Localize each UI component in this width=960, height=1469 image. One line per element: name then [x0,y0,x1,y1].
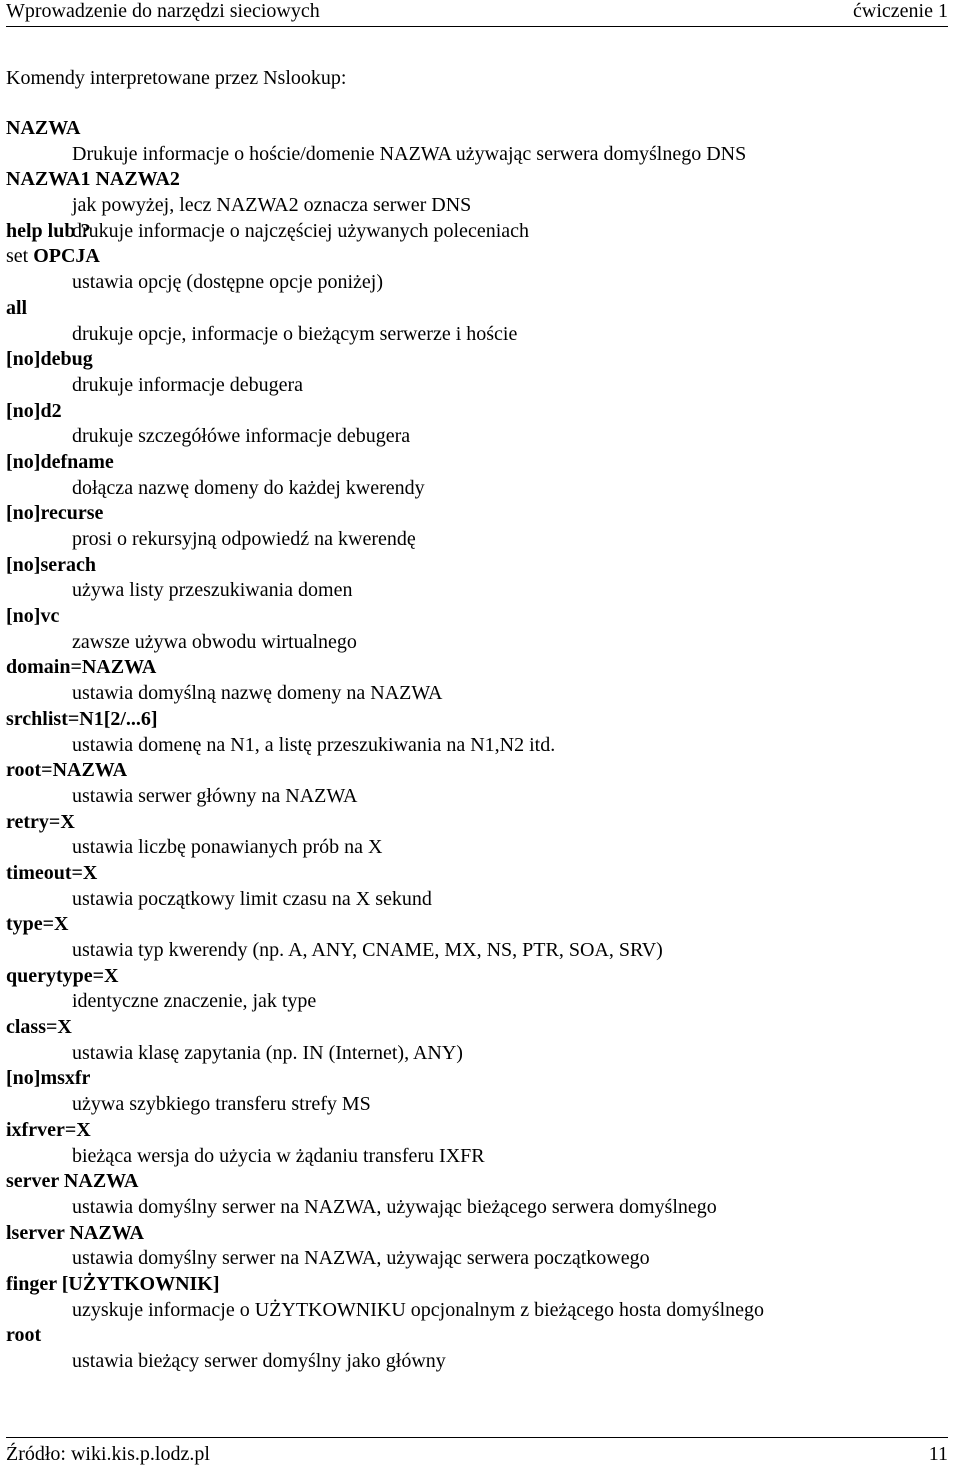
command-name-part: timeout=X [6,861,98,884]
command-description: drukuje szczegółówe informacje debugera [72,425,411,448]
command-name [6,219,946,245]
page-footer [6,1437,948,1468]
command-description: drukuje opcje, informacje o bieżącym serwerze i hoście [72,322,518,345]
command-name [6,1169,946,1195]
command-name-part: [no]defname [6,450,114,473]
command-name-part: class=X [6,1016,72,1039]
command-name [6,1015,946,1041]
page-number: 11 [928,1443,948,1465]
command-name [6,347,946,373]
command-name-part: ixfrver=X [6,1118,91,1141]
command-description: ustawia domyślny serwer na NAZWA, używając serwera początkowego [72,1247,650,1270]
command-description: dołącza nazwę domeny do każdej kwerendy [72,476,425,499]
document-title: Wprowadzenie do narzędzi sieciowych [6,0,320,22]
command-name-part: help lub ? [6,219,91,242]
command-description: ustawia domyślny serwer na NAZWA, używając bieżącego serwera domyślnego [72,1195,717,1218]
command-name [6,964,946,990]
exercise-label: ćwiczenie 1 [853,0,948,22]
command-name-part: all [6,296,28,319]
command-description: ustawia typ kwerendy (np. A, ANY, CNAME, MX, NS, PTR, SOA, SRV) [72,939,663,961]
command-list [6,116,946,1375]
command-name-part: root [6,1324,42,1347]
intro-text: Komendy interpretowane przez Nslookup: [6,67,347,89]
command-name-part: NAZWA1 NAZWA2 [6,168,180,191]
command-name [6,553,946,579]
command-name-part: OPCJA [33,245,100,268]
command-name-part: [no]vc [6,605,60,628]
command-description: drukuje informacje o najczęściej używanych poleceniach [72,219,530,242]
command-name-part: lserver NAZWA [6,1221,144,1244]
command-description: ustawia serwer główny na NAZWA [72,784,358,807]
command-name-part: domain=NAZWA [6,656,157,679]
command-name [6,450,946,476]
command-name [6,604,946,630]
command-description: ustawia klasę zapytania (np. IN (Internet), ANY) [72,1041,463,1064]
command-description: ustawia domyślną nazwę domeny na NAZWA [72,682,443,705]
command-description: używa szybkiego transferu strefy MS [72,1093,371,1116]
command-name [6,1066,946,1092]
command-description: ustawia domenę na N1, a listę przeszukiwania na N1,N2 itd. [72,733,556,756]
command-description: ustawia liczbę ponawianych prób na X [72,836,383,859]
command-name-part: NAZWA [6,117,81,139]
page-header [6,0,948,27]
command-description: ustawia bieżący serwer domyślny jako główny [72,1350,446,1372]
command-name [6,501,946,527]
command-name-part: [no]serach [6,553,96,576]
command-description: zawsze używa obwodu wirtualnego [72,630,357,653]
command-name-part: [no]debug [6,348,93,371]
command-name [6,116,946,142]
command-name [6,244,946,270]
command-name [6,296,946,322]
command-name [6,1221,946,1247]
command-name [6,758,946,784]
command-description: ustawia opcję (dostępne opcje poniżej) [72,271,383,294]
command-name [6,810,946,836]
command-name [6,1118,946,1144]
command-description: jak powyżej, lecz NAZWA2 oznacza serwer DNS [72,194,472,217]
command-name-part: [no]recurse [6,502,104,525]
command-name-part: [no]d2 [6,399,62,422]
command-name [6,399,946,425]
command-name [6,1272,946,1298]
command-description: ustawia początkowy limit czasu na X sekund [72,887,432,910]
command-name [6,655,946,681]
command-name-part: type=X [6,913,69,936]
command-description: uzyskuje informacje o UŻYTKOWNIKU opcjonalnym z bieżącego hosta domyślnego [72,1298,765,1321]
command-name-part: retry=X [6,810,75,833]
command-name [6,167,946,193]
command-name [6,1323,946,1349]
command-description: bieżąca wersja do użycia w żądaniu transferu IXFR [72,1144,485,1167]
command-name [6,707,946,733]
command-name-part: root=NAZWA [6,759,128,782]
command-description: używa listy przeszukiwania domen [72,579,353,602]
command-name-part: finger [UŻYTKOWNIK] [6,1272,220,1295]
command-name [6,861,946,887]
source-note: Źródło: wiki.kis.p.lodz.pl [6,1443,210,1465]
command-name-part: querytype=X [6,964,119,987]
command-name-part: set [6,245,34,268]
command-name-part: srchlist=N1[2/...6] [6,707,158,730]
command-description: identyczne znaczenie, jak type [72,990,317,1013]
command-description: prosi o rekursyjną odpowiedź na kwerendę [72,528,416,550]
command-name-part: [no]msxfr [6,1067,91,1090]
command-name-part: server NAZWA [6,1170,139,1193]
command-description: Drukuje informacje o hoście/domenie NAZWA używając serwera domyślnego DNS [72,142,747,165]
command-name [6,912,946,938]
command-description: drukuje informacje debugera [72,373,304,396]
